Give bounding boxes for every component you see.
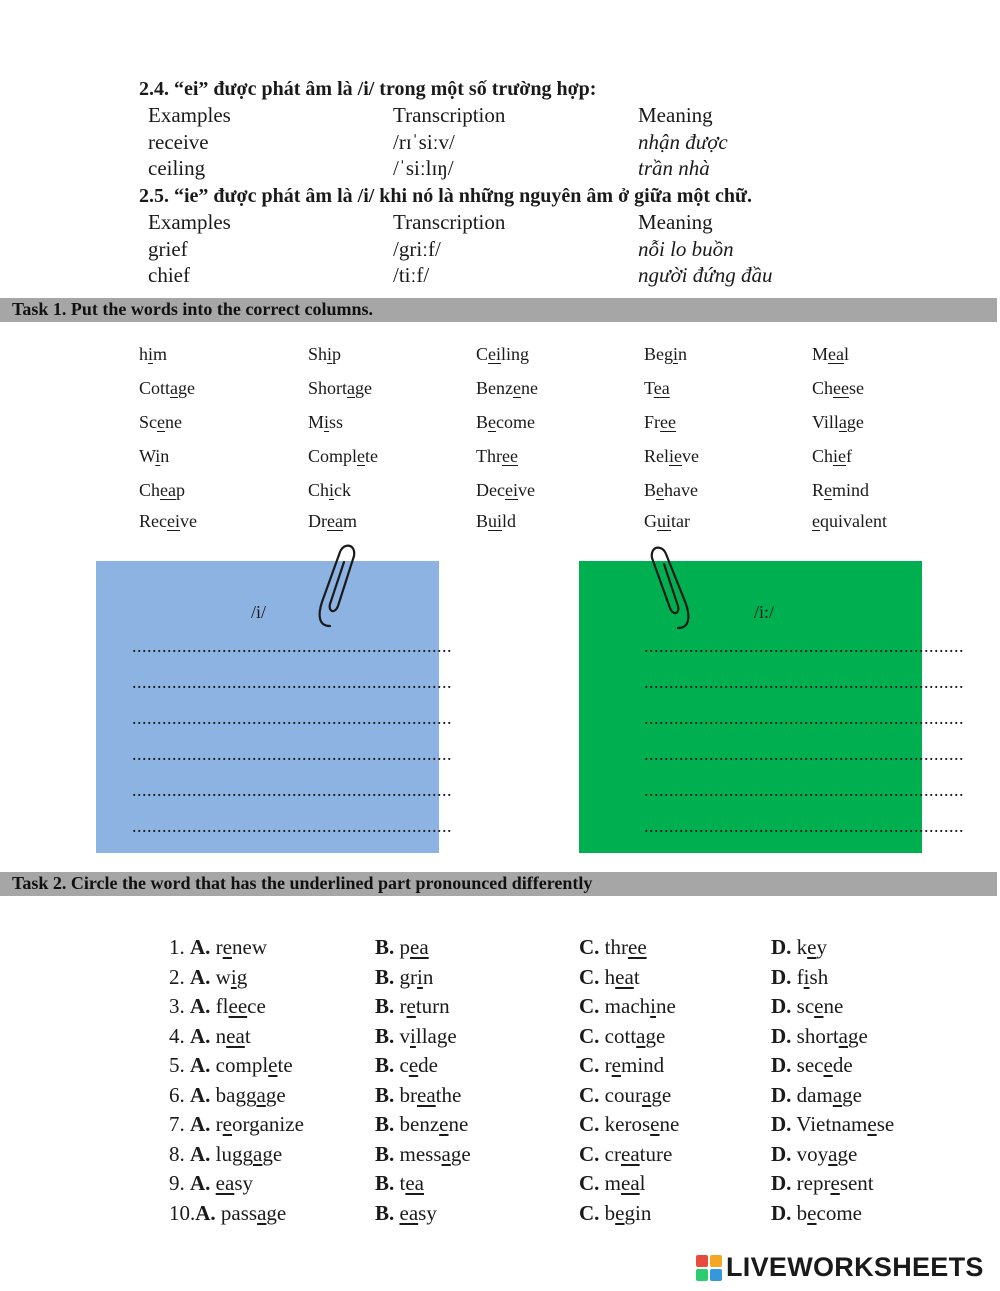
answer-line[interactable]: ................................................................	[644, 744, 964, 764]
word-item: Chief	[812, 446, 853, 466]
word-item: Ship	[308, 344, 342, 364]
word-item: Receive	[139, 511, 197, 531]
sticky-note-short-i	[96, 561, 452, 853]
sticky-note-long-i	[579, 561, 964, 853]
header-examples: Examples	[148, 103, 231, 127]
answer-line[interactable]: ................................................................	[644, 636, 964, 656]
answer-option[interactable]: C. cottage	[579, 1023, 666, 1048]
logo-square	[696, 1269, 708, 1281]
answer-line[interactable]: ................................................................	[644, 672, 964, 692]
answer-option[interactable]: D. fish	[771, 964, 829, 989]
example-word: ceiling	[148, 156, 206, 180]
example-meaning: người đứng đầu	[638, 263, 773, 287]
answer-option[interactable]: C. heat	[579, 964, 640, 989]
word-item: Village	[812, 412, 864, 432]
answer-option[interactable]: C. three	[579, 935, 647, 959]
example-word: chief	[148, 263, 190, 287]
answer-option[interactable]: C. machine	[579, 994, 676, 1018]
answer-option[interactable]: D. shortage	[771, 1023, 868, 1048]
word-item: Remind	[812, 480, 870, 500]
question-number: 3.	[169, 994, 190, 1018]
question-number: 7.	[169, 1112, 190, 1136]
logo-square	[696, 1255, 708, 1267]
word-item: Guitar	[644, 511, 690, 531]
example-transcription: /tiːf/	[393, 263, 430, 287]
answer-option[interactable]: C. courage	[579, 1082, 672, 1107]
task2-header-bar	[0, 872, 997, 896]
note-label: /i:/	[754, 602, 775, 622]
answer-option[interactable]: 1. A. renew	[169, 935, 267, 959]
answer-option[interactable]: C. creature	[579, 1141, 673, 1166]
word-item: Relieve	[644, 446, 699, 466]
word-item: Deceive	[476, 480, 535, 500]
question-number: 9.	[169, 1171, 190, 1195]
word-item: Miss	[308, 412, 344, 432]
answer-option[interactable]: 5. A. complete	[169, 1053, 293, 1077]
logo-square	[710, 1255, 722, 1267]
answer-option[interactable]: D. damage	[771, 1082, 862, 1107]
word-item: Ceiling	[476, 344, 530, 364]
answer-option[interactable]: 4. A. neat	[169, 1023, 251, 1048]
answer-option[interactable]: 2. A. wig	[169, 964, 248, 989]
note-label: /i/	[251, 602, 267, 622]
task1-title: Task 1. Put the words into the correct columns.	[12, 299, 373, 319]
liveworksheets-logo	[696, 1252, 984, 1283]
answer-line[interactable]: ................................................................	[132, 636, 452, 656]
answer-option[interactable]: 7. A. reorganize	[169, 1112, 304, 1136]
answer-option[interactable]: B. benzene	[375, 1112, 469, 1136]
word-item: him	[139, 344, 168, 364]
question-number: 5.	[169, 1053, 190, 1077]
logo-text: LIVEWORKSHEETS	[726, 1252, 984, 1282]
answer-option[interactable]: B. message	[375, 1141, 471, 1166]
header-transcription: Transcription	[393, 210, 506, 234]
answer-line[interactable]: ................................................................	[644, 780, 964, 800]
header-meaning: Meaning	[638, 103, 713, 127]
answer-line[interactable]: ................................................................	[132, 708, 452, 728]
word-item: Scene	[139, 412, 182, 432]
word-item: Meal	[812, 344, 850, 364]
answer-option[interactable]: B. return	[375, 994, 450, 1018]
word-item: Complete	[308, 446, 379, 466]
answer-option[interactable]: D. voyage	[771, 1141, 858, 1166]
word-item: Become	[476, 412, 535, 432]
word-item: Begin	[644, 344, 688, 364]
answer-option[interactable]: 10.A. passage	[169, 1200, 287, 1225]
word-item: Three	[476, 446, 518, 466]
answer-option[interactable]: 8. A. luggage	[169, 1141, 283, 1166]
question-number: 8.	[169, 1141, 190, 1166]
answer-option[interactable]: D. represent	[771, 1171, 874, 1195]
question-number: 1.	[169, 935, 190, 959]
answer-line[interactable]: ................................................................	[644, 816, 964, 836]
word-item: Dream	[308, 511, 357, 531]
answer-option[interactable]: B. village	[375, 1023, 457, 1048]
section-2-5-title: 2.5. “ie” được phát âm là /i/ khi nó là những nguyên âm ở giữa một chữ.	[139, 185, 753, 207]
answer-option[interactable]: B. grin	[375, 964, 434, 989]
word-item: Cheese	[812, 378, 864, 398]
word-item: Shortage	[308, 378, 373, 398]
answer-option[interactable]: 6. A. baggage	[169, 1082, 286, 1107]
example-meaning: nhận được	[638, 130, 728, 154]
answer-line[interactable]: ................................................................	[132, 816, 452, 836]
task2-title: Task 2. Circle the word that has the underlined part pronounced differently	[12, 873, 593, 893]
task1-header-bar	[0, 298, 997, 322]
header-examples: Examples	[148, 210, 231, 234]
header-meaning: Meaning	[638, 210, 713, 234]
answer-option[interactable]: 3. A. fleece	[169, 994, 266, 1018]
word-item: equivalent	[812, 511, 887, 531]
answer-option[interactable]: B. pea	[375, 935, 429, 959]
logo-square	[710, 1269, 722, 1281]
question-number: 2.	[169, 964, 190, 989]
answer-option[interactable]: D. key	[771, 935, 827, 959]
answer-line[interactable]: ................................................................	[132, 672, 452, 692]
example-transcription: /griːf/	[393, 237, 441, 261]
answer-option[interactable]: D. Vietnamese	[771, 1112, 895, 1136]
answer-option[interactable]: C. meal	[579, 1171, 646, 1195]
example-word: grief	[148, 237, 188, 261]
header-transcription: Transcription	[393, 103, 506, 127]
answer-option[interactable]: D. secede	[771, 1053, 853, 1077]
answer-line[interactable]: ................................................................	[132, 780, 452, 800]
word-item: Win	[139, 446, 170, 466]
answer-option[interactable]: B. breathe	[375, 1082, 462, 1107]
answer-option[interactable]: D. scene	[771, 994, 844, 1018]
answer-option[interactable]: D. become	[771, 1200, 862, 1225]
section-2-4-title: 2.4. “ei” được phát âm là /i/ trong một số trường hợp:	[139, 78, 597, 100]
word-item: Behave	[644, 480, 698, 500]
answer-option[interactable]: C. begin	[579, 1200, 652, 1225]
word-item: Cottage	[139, 378, 196, 398]
answer-option[interactable]: C. remind	[579, 1053, 665, 1077]
word-item: Free	[644, 412, 676, 432]
answer-option[interactable]: C. kerosene	[579, 1112, 680, 1136]
word-item: Tea	[644, 378, 670, 398]
example-meaning: trần nhà	[638, 156, 710, 180]
word-item: Benzene	[476, 378, 538, 398]
question-number: 6.	[169, 1082, 190, 1107]
answer-line[interactable]: ................................................................	[644, 708, 964, 728]
answer-option[interactable]: B. tea	[375, 1171, 425, 1195]
paperclip-icon	[644, 542, 696, 632]
paperclip-icon	[312, 540, 364, 630]
word-item: Chick	[308, 480, 352, 500]
logo-icon	[696, 1255, 722, 1281]
example-transcription: /ˈsiːlɪŋ/	[393, 156, 454, 180]
example-word: receive	[148, 130, 209, 154]
answer-line[interactable]: ................................................................	[132, 744, 452, 764]
example-meaning: nỗi lo buồn	[638, 237, 734, 261]
question-number: 4.	[169, 1023, 190, 1048]
word-item: Build	[476, 511, 517, 531]
word-item: Cheap	[139, 480, 185, 500]
answer-option[interactable]: B. easy	[375, 1200, 437, 1225]
example-transcription: /rɪˈsiːv/	[393, 130, 455, 154]
answer-option[interactable]: 9. A. easy	[169, 1171, 254, 1195]
question-number: 10.	[169, 1200, 196, 1225]
answer-option[interactable]: B. cede	[375, 1053, 438, 1077]
